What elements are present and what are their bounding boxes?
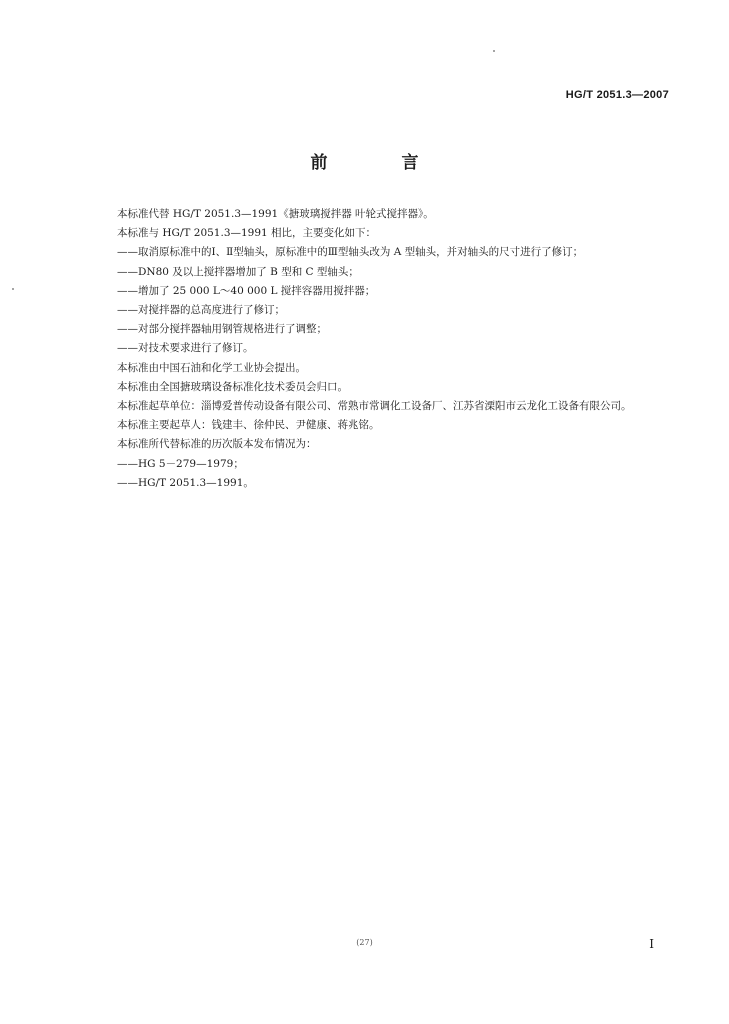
change-item: ——对技术要求进行了修订。	[117, 342, 254, 355]
paragraph: 本标准由全国搪玻璃设备标准化技术委员会归口。	[117, 380, 348, 393]
paragraph: 本标准起草单位：淄博爱普传动设备有限公司、常熟市常调化工设备厂、江苏省溧阳市云龙化工设备有限公司。	[117, 400, 632, 413]
roman-page-number: I	[649, 937, 654, 951]
page-number: (27)	[356, 938, 373, 947]
change-item: ——增加了 25 000 L～40 000 L 搅拌容器用搅拌器；	[117, 284, 376, 297]
paragraph: 本标准与 HG/T 2051.3—1991 相比，主要变化如下：	[117, 227, 377, 240]
history-item: ——HG/T 2051.3—1991。	[117, 476, 254, 489]
paragraph: 本标准所代替标准的历次版本发布情况为：	[117, 438, 317, 451]
paragraph: 本标准由中国石油和化学工业协会提出。	[117, 361, 306, 374]
scan-speck	[12, 288, 14, 290]
foreword-body	[103, 205, 669, 493]
scan-speck	[493, 50, 495, 52]
change-item: ——对搅拌器的总高度进行了修订；	[117, 304, 285, 317]
change-item: ——DN80 及以上搅拌器增加了 B 型和 C 型轴头；	[117, 265, 359, 278]
paragraph: 本标准代替 HG/T 2051.3—1991《搪玻璃搅拌器 叶轮式搅拌器》。	[117, 208, 434, 220]
history-item: ——HG 5－279—1979；	[117, 457, 244, 470]
change-item: ——取消原标准中的Ⅰ、Ⅱ型轴头，原标准中的Ⅲ型轴头改为 A 型轴头，并对轴头的尺寸进行了修订；	[117, 246, 584, 259]
paragraph: 本标准主要起草人：钱建丰、徐仲民、尹健康、蒋兆铭。	[117, 419, 380, 432]
standard-code: HG/T 2051.3—2007	[565, 89, 669, 101]
page-title: 前 言	[310, 153, 453, 173]
change-item: ——对部分搅拌器轴用钢管规格进行了调整；	[117, 323, 327, 336]
